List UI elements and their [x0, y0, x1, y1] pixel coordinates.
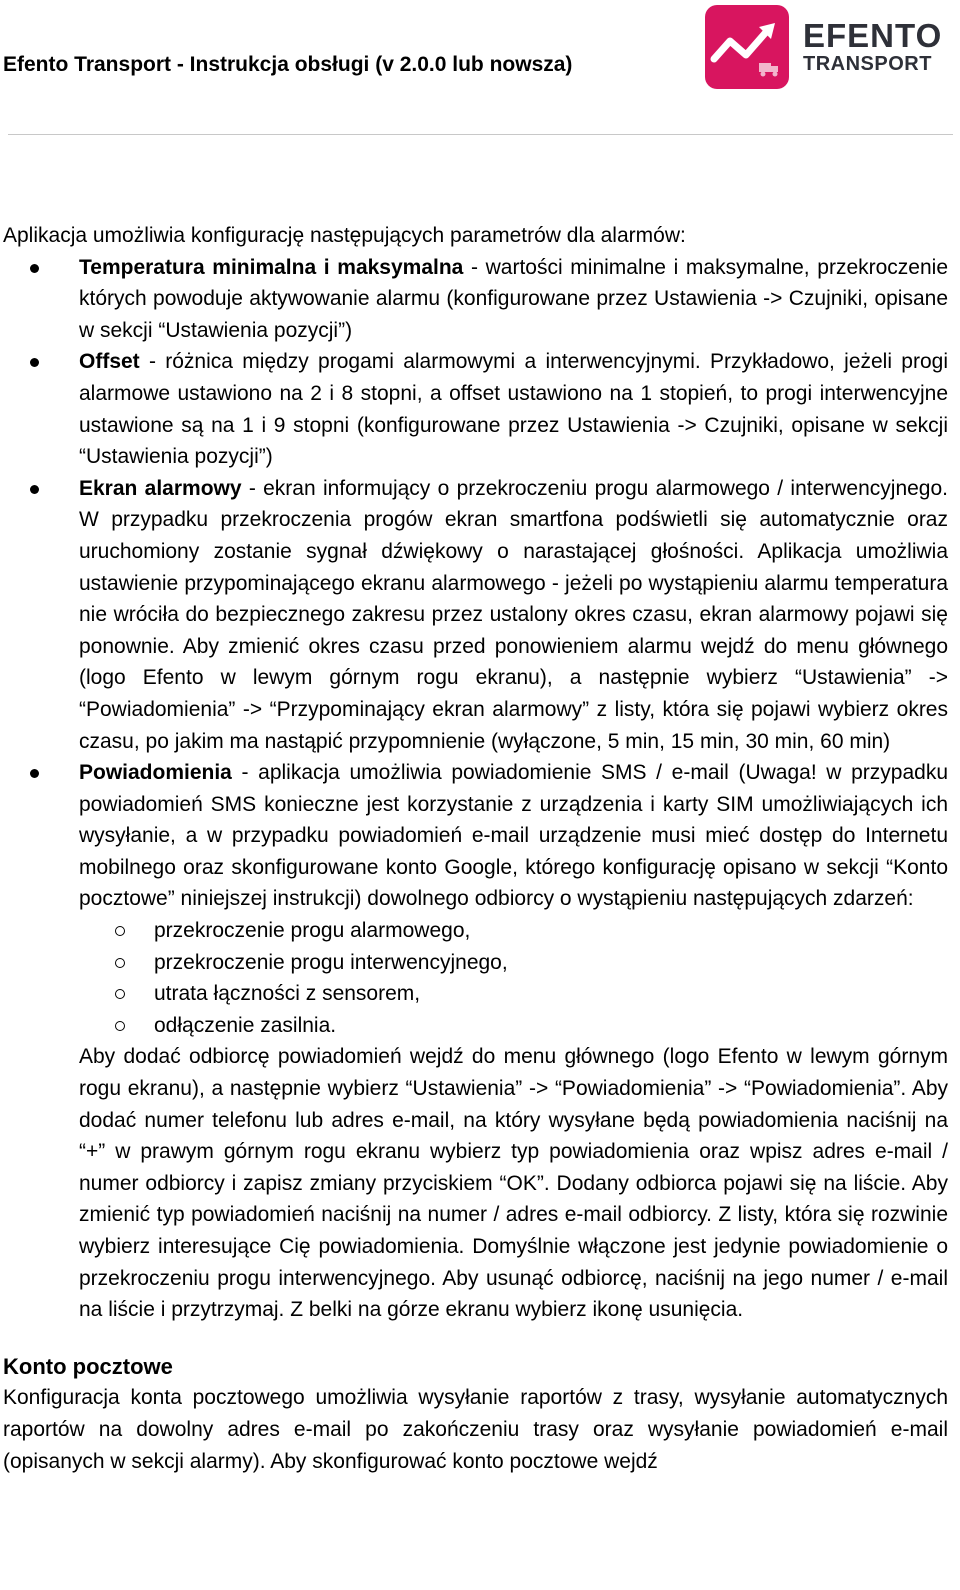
- list-item-term: Powiadomienia: [79, 761, 232, 785]
- notifications-paragraph: Aby dodać odbiorcę powiadomień wejdź do menu głównego (logo Efento w lewym górnym rogu ekranu), a następnie wybierz “Ustawienia” -> “Powiadomienia” -> “Powiadomienia”. Aby dodać numer telefonu lub adres e-mail, na który wysyłane będą powiadomienia naciśnij na “+” w prawym górnym rogu ekranu wybierz typ powiadomienia oraz wpisz adres e-mail / numer odbiorcy i zapisz zmiany przyciskiem “OK”. Dodany odbiorca pojawi się na liście. Aby zmienić typ powiadomień naciśnij na numer / adres e-mail odbiorcy. Z listy, która się rozwinie wybierz interesujące Cię powiadomienia. Domyślnie włączone jest jedynie powiadomienie o przekroczeniu progu interwencyjnego. Aby usunąć odbiorcę, naciśnij na jego numer / e-mail na liście i przytrzymaj. Z belki na górze ekranu wybierz ikonę usunięcia.: [79, 1045, 948, 1322]
- header-divider: [8, 134, 953, 135]
- logo-mark-icon: [705, 5, 789, 89]
- list-item-term: Ekran alarmowy: [79, 476, 242, 500]
- events-list: [79, 915, 948, 1041]
- list-item-text: - wartości minimalne i maksymalne, przekroczenie których powoduje aktywowanie alarmu (konfigurowane przez Ustawienia -> Czujniki, opisane w sekcji “Ustawienia pozycji”): [79, 255, 949, 342]
- list-item-term: Offset: [79, 350, 140, 374]
- list-item: [79, 473, 948, 757]
- document-body: [3, 220, 948, 1477]
- list-item: [79, 757, 948, 1041]
- event-item: przekroczenie progu alarmowego,: [154, 915, 948, 947]
- list-item-text: - różnica między progami alarmowymi a interwencyjnymi. Przykładowo, jeżeli progi alarmowe ustawiono na 2 i 8 stopni, a offset ustawiono na 1 stopień, to progi interwencyjne ustawione są na 1 i 9 stopni (konfigurowane przez Ustawienia -> Czujniki, opisane w sekcji “Ustawienia pozycji”): [79, 350, 948, 469]
- event-item: przekroczenie progu interwencyjnego,: [154, 947, 948, 979]
- efento-transport-logo: [705, 5, 955, 91]
- list-item-text: - ekran informujący o przekroczeniu progu alarmowego / interwencyjnego. W przypadku przekroczenia progów ekran smartfona podświetli się automatycznie oraz uruchomiony zostanie sygnał dźwiękowy o narastającej głośności. Aplikacja umożliwia ustawienie przypominającego ekranu alarmowego - jeżeli po wystąpieniu alarmu temperatura nie wróciła do bezpiecznego zakresu przez ustalony okres czasu, ekran alarmowy pojawi się ponownie. Aby zmienić okres czasu przed ponowieniem alarmu wejdź do menu głównego (logo Efento w lewym górnym rogu ekranu), a następnie wybierz “Ustawienia” -> “Powiadomienia” -> “Przypominający ekran alarmowy” z listy, która się pojawi wybierz okres czasu, po jakim ma nastąpić przypomnienie (wyłączone, 5 min, 15 min, 30 min, 60 min): [79, 476, 948, 753]
- logo-text-efento: EFENTO: [803, 17, 943, 54]
- list-item-term: Temperatura minimalna i maksymalna: [79, 255, 464, 279]
- section-heading: Konto pocztowe: [3, 1353, 173, 1379]
- intro-paragraph: Aplikacja umożliwia konfigurację następujących parametrów dla alarmów:: [3, 224, 686, 247]
- event-item: odłączenie zasilnia.: [154, 1010, 948, 1042]
- list-item: [79, 252, 948, 347]
- alarm-parameters-list: [3, 252, 948, 1042]
- document-title: Efento Transport - Instrukcja obsługi (v 2.0.0 lub nowsza): [3, 53, 573, 76]
- list-item-text: - aplikacja umożliwia powiadomienie SMS / e-mail (Uwaga! w przypadku powiadomień SMS konieczne jest korzystanie z urządzenia i karty SIM umożliwiających ich wysyłanie, a w przypadku powiadomień e-mail urządzenie musi mieć dostęp do Internetu mobilnego oraz skonfigurowane konto Google, którego konfigurację opisano w sekcji “Konto pocztowe” niniejszej instrukcji) dowolnego odbiorcy o wystąpieniu następujących zdarzeń:: [79, 761, 948, 911]
- event-item: utrata łączności z sensorem,: [154, 978, 948, 1010]
- section-paragraph: Konfiguracja konta pocztowego umożliwia wysyłanie raportów z trasy, wysyłanie automatycznych raportów na dowolny adres e-mail po zakończeniu trasy oraz wysyłanie powiadomień e-mail (opisanych w sekcji alarmy). Aby skonfigurować konto pocztowe wejdź: [3, 1386, 948, 1473]
- list-item: [79, 346, 948, 472]
- logo-text-transport: TRANSPORT: [803, 53, 932, 75]
